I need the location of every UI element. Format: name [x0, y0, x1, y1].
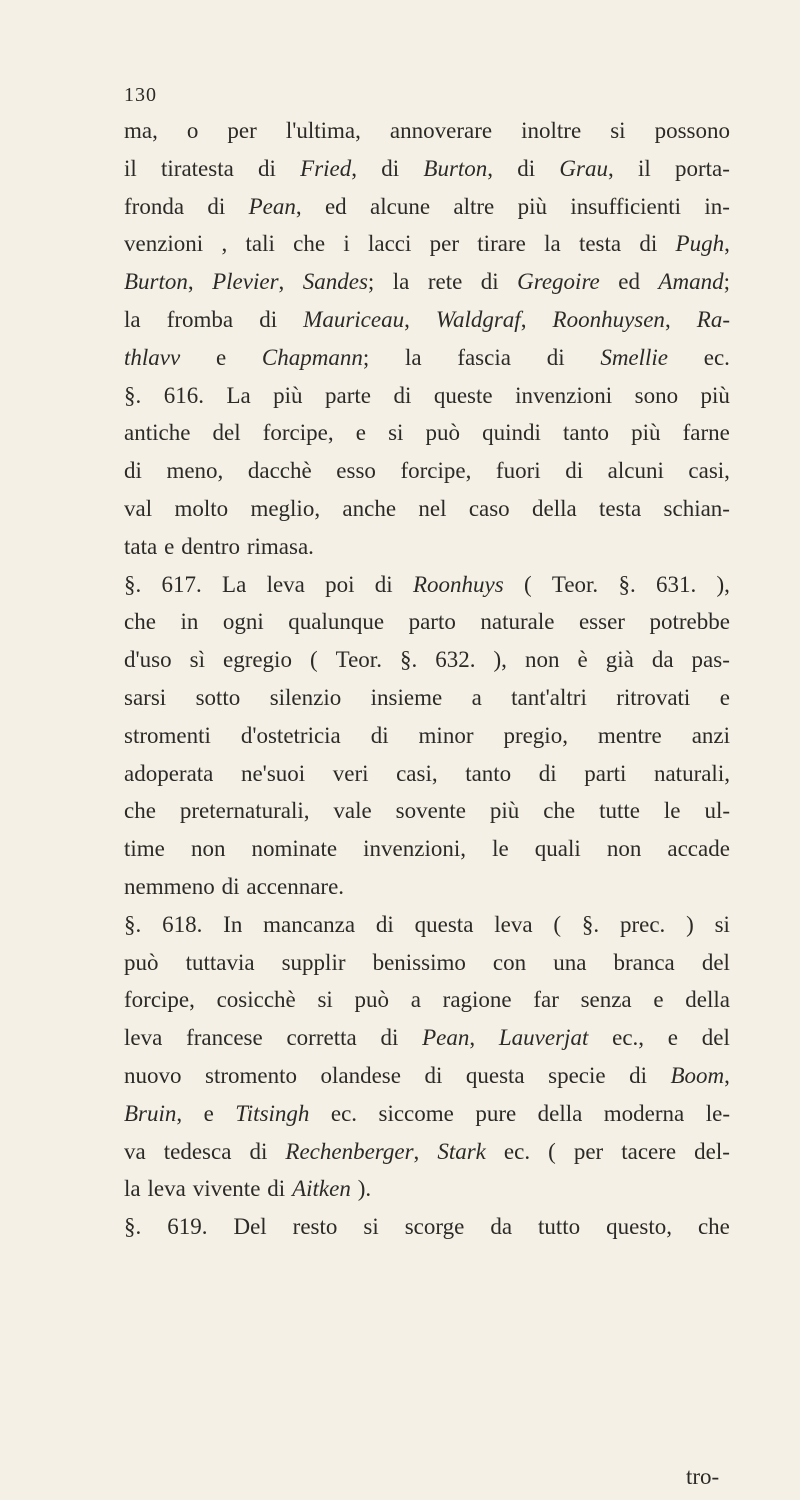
word: non [524, 647, 560, 673]
word: in- [704, 193, 730, 219]
word: di [381, 155, 400, 181]
word: Pugh, [675, 231, 730, 257]
word: la [404, 344, 422, 370]
word: casi, [688, 458, 730, 484]
word: di [207, 193, 226, 219]
word: time [124, 836, 165, 862]
word: Pean, [248, 193, 302, 219]
word: per [573, 1138, 604, 1164]
word: che [293, 231, 326, 257]
word: branca [613, 949, 675, 975]
word: di [124, 458, 142, 484]
word: si [714, 911, 730, 937]
word: moderna [603, 1100, 685, 1126]
word: egregio [222, 647, 292, 673]
word: di [375, 911, 394, 937]
word: sarsi [124, 684, 167, 710]
word: si [363, 1214, 379, 1240]
word: benissimo [372, 949, 466, 975]
word: ed [324, 193, 347, 219]
text-line [124, 981, 730, 1019]
text-line [124, 717, 730, 755]
word: parti [584, 760, 627, 786]
word: resto [292, 1214, 338, 1240]
word: ), [493, 647, 507, 673]
word: già [605, 647, 634, 673]
word: Roonhuys [412, 571, 504, 597]
word: Burton, [423, 155, 494, 181]
word: e [355, 420, 366, 446]
word: accade [667, 836, 730, 862]
text-line [124, 301, 730, 339]
text-line [124, 944, 730, 982]
word: della [685, 987, 730, 1013]
text-line [124, 490, 730, 528]
text-line [124, 679, 730, 717]
word: 619. [167, 1214, 208, 1240]
text-line [124, 566, 730, 604]
word: annoverare [389, 118, 493, 143]
word: va [124, 1138, 146, 1164]
word: il [124, 155, 137, 181]
word: Boom, [670, 1062, 730, 1088]
word: ul- [704, 798, 730, 824]
word: 616. [163, 382, 204, 408]
word: di [538, 760, 557, 786]
word: tedesca [163, 1138, 232, 1164]
word: pure [475, 1100, 517, 1126]
word: ). [357, 1176, 372, 1202]
word: Plevier, [212, 269, 285, 295]
word: §. [124, 1214, 142, 1240]
text-line [124, 112, 730, 150]
word: Sandes; [302, 269, 375, 295]
word: Teor. [335, 647, 382, 673]
word: di [258, 155, 276, 181]
text-line [124, 414, 730, 452]
word: La [222, 571, 247, 597]
word: caso [468, 495, 510, 521]
word: adoperata [124, 760, 214, 786]
word: di [639, 231, 658, 257]
word: lacci [367, 231, 412, 257]
word: §. [124, 382, 142, 408]
word: del [212, 420, 241, 446]
word: d'ostetricia [240, 722, 341, 748]
word: ec. [330, 1100, 358, 1126]
word: dentro [181, 533, 240, 559]
word: ragione [442, 987, 512, 1013]
word: tuttavia [185, 949, 255, 975]
text-line [124, 377, 730, 415]
word: forcipe, [262, 420, 334, 446]
word: Gregoire [517, 269, 600, 295]
word: 618. [162, 911, 203, 937]
word: naturali, [653, 760, 730, 786]
word: insufficienti [570, 193, 682, 219]
word: questo, [606, 1214, 672, 1240]
word: francese [186, 1025, 263, 1051]
word: di [267, 1176, 286, 1202]
word: ) [686, 911, 694, 937]
word: si [610, 118, 626, 143]
word: prec. [619, 911, 666, 937]
word: naturale [480, 609, 555, 635]
word: §. [581, 911, 600, 937]
word: meno, [166, 458, 224, 484]
word: di [259, 306, 278, 332]
word: alcune [370, 193, 431, 219]
word: le- [705, 1100, 730, 1126]
word: di [546, 344, 565, 370]
word: preternaturali, [179, 798, 310, 824]
word: del- [694, 1138, 730, 1164]
word: la [392, 269, 410, 295]
word: Mauriceau, [303, 306, 410, 332]
word: quali [534, 836, 581, 862]
text-line [124, 755, 730, 793]
word: queste [433, 382, 493, 408]
word: potrebbe [649, 609, 730, 635]
word: rimasa. [246, 533, 314, 559]
word: forcipe, [124, 987, 195, 1013]
word: la [124, 306, 141, 332]
word: ( [553, 911, 562, 937]
word: più [517, 193, 547, 219]
word: Stark [437, 1138, 486, 1164]
text-line [124, 150, 730, 188]
word: accennare. [246, 873, 345, 899]
word: stromenti [124, 722, 211, 748]
word: Lauverjat [498, 1025, 589, 1051]
word: farne [682, 420, 730, 446]
word: d'uso [124, 647, 172, 673]
word: può [124, 949, 159, 975]
word: invenzioni [515, 382, 613, 408]
word: cosicchè [216, 987, 296, 1013]
word: nuovo [124, 1062, 182, 1088]
word: e [164, 533, 175, 559]
word: nemmeno [124, 873, 215, 899]
word: e [215, 344, 227, 370]
word: la [124, 1176, 141, 1202]
text-line [124, 641, 730, 679]
word: tanto [563, 420, 610, 446]
word: pas- [691, 647, 730, 673]
word: più [489, 798, 520, 824]
word: ( [309, 647, 318, 673]
word: ( [548, 1138, 556, 1164]
word: da [490, 1214, 513, 1240]
word: antiche [124, 420, 191, 446]
word: sotto [195, 684, 241, 710]
word: leva [494, 911, 533, 937]
word: la [544, 231, 561, 257]
word: di [221, 873, 240, 899]
word: sono [634, 382, 679, 408]
text-line [124, 1208, 730, 1246]
word: olandese [320, 1062, 401, 1088]
word: non [606, 836, 642, 862]
word: esser [578, 609, 625, 635]
word: ogni [222, 609, 264, 635]
word: tant'altri [511, 684, 587, 710]
word: specie [548, 1062, 606, 1088]
word: quindi [482, 420, 541, 446]
word: scorge [404, 1214, 465, 1240]
word: ( [523, 571, 532, 597]
word: in [180, 609, 199, 635]
word: di [424, 1062, 443, 1088]
word: di [517, 155, 536, 181]
word: schian- [663, 495, 730, 521]
text-line [124, 1057, 730, 1095]
word: testa [599, 495, 642, 521]
word: una [553, 949, 587, 975]
word: è [577, 647, 588, 673]
word: anzi [691, 722, 730, 748]
text-line [124, 792, 730, 830]
word: rete [427, 269, 463, 295]
word: con [492, 949, 527, 975]
text-line [124, 1170, 730, 1208]
word: §. [618, 571, 636, 597]
word: meglio, [250, 495, 321, 521]
word: Del [233, 1214, 267, 1240]
word: Ra- [696, 306, 730, 332]
word: vivente [192, 1176, 261, 1202]
word: In [223, 911, 243, 937]
word: fromba [166, 306, 234, 332]
word: più [700, 382, 730, 408]
word: ne'suoi [240, 760, 306, 786]
word: di [370, 722, 389, 748]
word: mentre [597, 722, 662, 748]
word: può [354, 987, 390, 1013]
word: supplir [281, 949, 346, 975]
word: inoltre [521, 118, 582, 143]
word: per [227, 118, 257, 143]
word: invenzioni, [363, 836, 467, 862]
word: Bruin, [124, 1100, 183, 1126]
word: si [317, 987, 333, 1013]
word: del [701, 1025, 730, 1051]
catchword: tro- [686, 1464, 720, 1489]
word: della [537, 1100, 583, 1126]
text-line [124, 868, 730, 906]
word: e [719, 684, 730, 710]
word: mancanza [263, 911, 356, 937]
word: tutte [599, 798, 640, 824]
word: Roonhuysen, [552, 306, 671, 332]
text-line [124, 225, 730, 263]
word: tata [124, 533, 158, 559]
text-line [124, 830, 730, 868]
word: Teor. [551, 571, 599, 597]
word: e [653, 987, 664, 1013]
word: l'ultima, [285, 118, 361, 143]
word: ed [618, 269, 640, 295]
word: più [273, 382, 303, 408]
text-line [124, 263, 730, 301]
word: o [186, 118, 199, 143]
word: tutto [538, 1214, 581, 1240]
word: parte [325, 382, 371, 408]
word: nel [418, 495, 447, 521]
word: possono [654, 118, 730, 143]
word: dacchè [247, 458, 312, 484]
word: alcuni [607, 458, 664, 484]
word: non [190, 836, 226, 862]
word: ec. [503, 1138, 531, 1164]
word: di [480, 269, 499, 295]
word: 632. [435, 647, 476, 673]
word: per [429, 231, 460, 257]
text-line [124, 188, 730, 226]
word: 631. [655, 571, 697, 597]
word: §. [124, 911, 142, 937]
word: pregio, [503, 722, 568, 748]
text-line [124, 1133, 730, 1171]
word: sovente [395, 798, 466, 824]
word: i [343, 231, 350, 257]
word: da [651, 647, 674, 673]
word: leva [266, 571, 305, 597]
word: venzioni [124, 231, 204, 257]
word: a [410, 987, 421, 1013]
word: §. [124, 571, 142, 597]
word: più [631, 420, 661, 446]
word: minor [418, 722, 474, 748]
word: Waldgraf, [435, 306, 527, 332]
word: esso [336, 458, 376, 484]
word: val [124, 495, 153, 521]
word: di [380, 1025, 399, 1051]
word: della [532, 495, 577, 521]
word: ec. [703, 344, 730, 370]
word: Grau, [559, 155, 614, 181]
text-line [124, 906, 730, 944]
word: di [629, 1062, 647, 1088]
word: forcipe, [400, 458, 472, 484]
word: di [565, 458, 584, 484]
word: corretta [286, 1025, 357, 1051]
word: il [637, 155, 651, 181]
word: tirare [477, 231, 526, 257]
word: di [393, 382, 412, 408]
word: che [124, 798, 156, 824]
word: Smellie [600, 344, 669, 370]
word: e [667, 1025, 679, 1051]
word: di [374, 571, 393, 597]
word: far [533, 987, 559, 1013]
word: Amand; [658, 269, 730, 295]
word: che [543, 798, 576, 824]
page-number: 130 [124, 84, 157, 106]
word: questa [465, 1062, 525, 1088]
word: tacere [621, 1138, 677, 1164]
word: veri [332, 760, 369, 786]
word: Titsingh [235, 1100, 310, 1126]
word: senza [580, 987, 632, 1013]
word: Rechenberger, [285, 1138, 420, 1164]
word: si [388, 420, 404, 446]
word: può [425, 420, 461, 446]
word: nominate [251, 836, 338, 862]
word: anche [342, 495, 397, 521]
word: a [471, 684, 482, 710]
word: qualunque [288, 609, 385, 635]
word: parto [408, 609, 456, 635]
word: tanto [465, 760, 512, 786]
word: tiratesta [161, 155, 234, 181]
word: Chapmann; [261, 344, 370, 370]
word: Aitken [292, 1176, 351, 1202]
word: insieme [370, 684, 443, 710]
word: , [221, 231, 228, 257]
text-line [124, 1095, 730, 1133]
word: porta- [674, 155, 730, 181]
word: leva [147, 1176, 186, 1202]
word: Pean, [422, 1025, 476, 1051]
word: del [701, 949, 730, 975]
word: molto [174, 495, 229, 521]
word: Burton, [124, 269, 194, 295]
word: fronda [124, 193, 185, 219]
word: altre [453, 193, 495, 219]
text-line [124, 1019, 730, 1057]
word: e [203, 1100, 214, 1126]
word: silenzio [269, 684, 342, 710]
word: le [663, 798, 681, 824]
word: le [492, 836, 509, 862]
text-line [124, 528, 730, 566]
word: sì [189, 647, 205, 673]
word: questa [414, 911, 474, 937]
word: fascia [457, 344, 511, 370]
word: tali [245, 231, 275, 257]
word: casi, [396, 760, 438, 786]
word: thlavv [124, 344, 181, 370]
word: vale [333, 798, 372, 824]
word: leva [124, 1025, 163, 1051]
word: ec., [612, 1025, 645, 1051]
word: fuori [495, 458, 541, 484]
word: che [697, 1214, 730, 1240]
word: §. [399, 647, 418, 673]
word: testa [578, 231, 622, 257]
word: ma, [124, 118, 158, 143]
word: che [124, 609, 156, 635]
word: La [226, 382, 251, 408]
word: 617. [161, 571, 202, 597]
text-line [124, 452, 730, 490]
word: stromento [205, 1062, 297, 1088]
text-line [124, 339, 730, 377]
word: Fried, [300, 155, 358, 181]
text-line [124, 603, 730, 641]
word: ritrovati [616, 684, 691, 710]
word: poi [325, 571, 355, 597]
word: di [249, 1138, 268, 1164]
word: ), [716, 571, 730, 597]
body-text [124, 112, 730, 1246]
word: siccome [378, 1100, 454, 1126]
